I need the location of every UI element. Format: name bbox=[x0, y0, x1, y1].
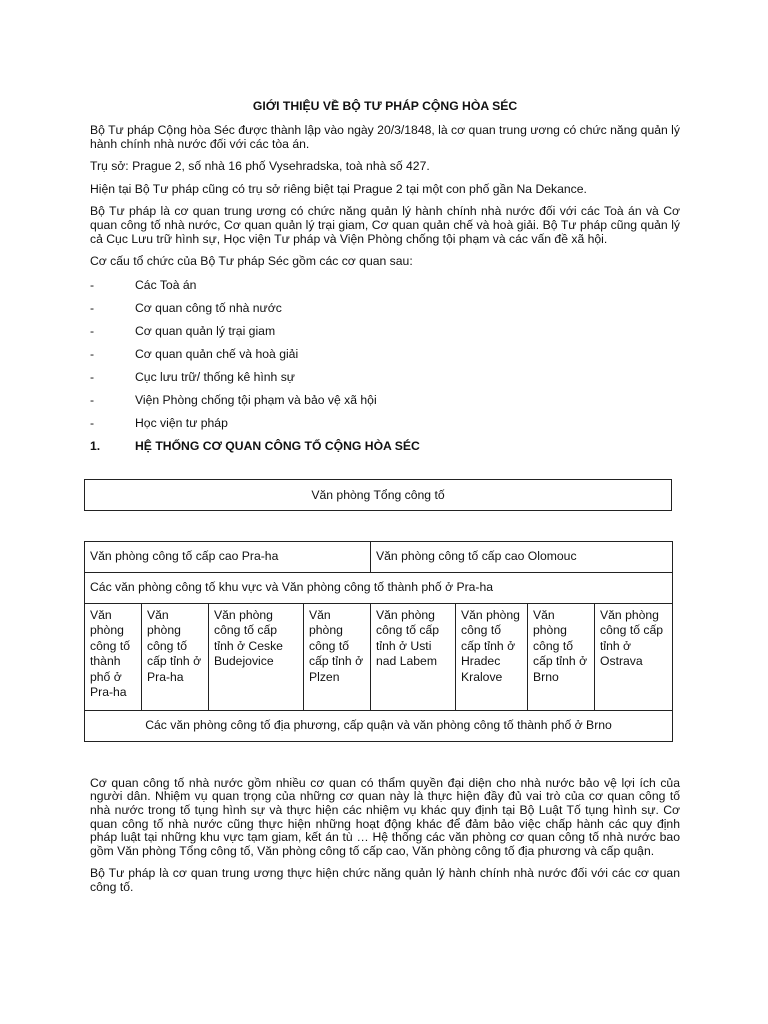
region-office-cell: Văn phòng công tố cấp tỉnh ở Usti nad Labem bbox=[371, 603, 456, 710]
high-office-praha: Văn phòng công tố cấp cao Pra-ha bbox=[85, 541, 371, 572]
section-number: 1. bbox=[90, 438, 101, 453]
region-office-cell: Văn phòng công tố cấp tỉnh ở Plzen bbox=[304, 603, 371, 710]
intro-paragraph-structure: Cơ cấu tổ chức của Bộ Tư pháp Séc gồm các cơ quan sau: bbox=[90, 254, 413, 269]
outro-paragraph-ministry: Bộ Tư pháp là cơ quan trung ương thực hiện chức năng quản lý hành chính nhà nước đối với các cơ quan công tố. bbox=[90, 866, 680, 894]
list-item bbox=[90, 393, 680, 416]
intro-paragraph-separate-office: Hiện tại Bộ Tư pháp cũng có trụ sở riêng biệt tại Prague 2 tại một con phố gần Na Dekance. bbox=[90, 181, 587, 196]
list-dash: - bbox=[90, 346, 95, 361]
section-title: HỆ THỐNG CƠ QUAN CÔNG TỐ CỘNG HÒA SÉC bbox=[135, 438, 420, 453]
list-dash: - bbox=[90, 415, 95, 430]
list-item bbox=[90, 324, 680, 347]
list-item bbox=[90, 301, 680, 324]
document-page bbox=[90, 99, 680, 904]
list-dash: - bbox=[90, 323, 95, 338]
local-offices-row: Các văn phòng công tố địa phương, cấp quận và văn phòng công tố thành phố ở Brno bbox=[85, 710, 673, 741]
outro-paragraph-prosecution: Cơ quan công tố nhà nước gồm nhiều cơ quan có thẩm quyền đại diện cho nhà nước bảo vệ lợi ích của người dân. Nhiệm vụ quan trọng của những cơ quan này là thực hiện đầy đủ vai trò của cơ quan công tố nhà nước trong tố tụng hình sự và thực hiện các nhiệm vụ khác quy định tại Bộ Luật Tố tụng hình sự. Cơ quan công tố nhà nước cũng thực hiện những hoạt động khác để đảm bảo việc chấp hành các quy định pháp luật tại những khu vực tạm giam, kết án tù … Hệ thống các văn phòng cơ quan công tố nhà nước bao gồm Văn phòng Tổng công tố, Văn phòng công tố cấp cao, Văn phòng công tố địa phương và cấp quận. bbox=[90, 775, 680, 858]
list-item-text: Các Toà án bbox=[135, 277, 197, 292]
org-chart-top-box: Văn phòng Tổng công tố bbox=[84, 479, 672, 511]
region-office-cell: Văn phòng công tố cấp tỉnh ở Ostrava bbox=[595, 603, 673, 710]
region-office-cell: Văn phòng công tố cấp tỉnh ở Brno bbox=[528, 603, 595, 710]
list-item-text: Cục lưu trữ/ thống kê hình sự bbox=[135, 369, 295, 384]
agency-list bbox=[90, 278, 680, 439]
outro-section bbox=[90, 777, 680, 895]
list-item-text: Học viện tư pháp bbox=[135, 415, 228, 430]
list-item-text: Cơ quan quản lý trại giam bbox=[135, 323, 276, 338]
regional-offices-row: Các văn phòng công tố khu vực và Văn phòng công tố thành phố ở Pra-ha bbox=[85, 572, 673, 603]
list-item-text: Viện Phòng chống tội phạm và bảo vệ xã hội bbox=[135, 392, 377, 407]
list-item-text: Cơ quan công tố nhà nước bbox=[135, 300, 282, 315]
list-item-text: Cơ quan quản chế và hoà giải bbox=[135, 346, 299, 361]
list-item bbox=[90, 278, 680, 301]
list-item bbox=[90, 416, 680, 439]
intro-paragraph-functions: Bộ Tư pháp là cơ quan trung ương có chức năng quản lý hành chính nhà nước đối với các Toà án và Cơ quan công tố nhà nước, Cơ quan quản lý trại giam, Cơ quan quản chế và hoà giải. Bộ Tư pháp cũng quản lý cả Cục Lưu trữ hình sự, Học viện Tư pháp và Viện Phòng chống tội phạm và các vấn đề xã hội. bbox=[90, 204, 680, 246]
list-dash: - bbox=[90, 392, 95, 407]
section-heading bbox=[90, 439, 680, 479]
list-item bbox=[90, 370, 680, 393]
region-office-cell: Văn phòng công tố thành phố ở Pra-ha bbox=[85, 603, 142, 710]
intro-paragraph-headquarters: Trụ sở: Prague 2, số nhà 16 phố Vysehradska, toà nhà số 427. bbox=[90, 159, 430, 174]
list-dash: - bbox=[90, 369, 95, 384]
list-item bbox=[90, 347, 680, 370]
list-dash: - bbox=[90, 300, 95, 315]
region-office-cell: Văn phòng công tố cấp tỉnh ở Ceske Budejovice bbox=[209, 603, 304, 710]
org-chart-table bbox=[84, 541, 673, 742]
region-office-cell: Văn phòng công tố cấp tỉnh ở Hradec Kralove bbox=[456, 603, 528, 710]
region-office-cell: Văn phòng công tố cấp tỉnh ở Pra-ha bbox=[142, 603, 209, 710]
list-dash: - bbox=[90, 277, 95, 292]
high-office-olomouc: Văn phòng công tố cấp cao Olomouc bbox=[371, 541, 673, 572]
intro-paragraph-founding: Bộ Tư pháp Cộng hòa Séc được thành lập vào ngày 20/3/1848, là cơ quan trung ương có chức năng quản lý hành chính nhà nước đối với các tòa án. bbox=[90, 123, 680, 151]
document-title: GIỚI THIỆU VỀ BỘ TƯ PHÁP CỘNG HÒA SÉC bbox=[252, 99, 518, 113]
